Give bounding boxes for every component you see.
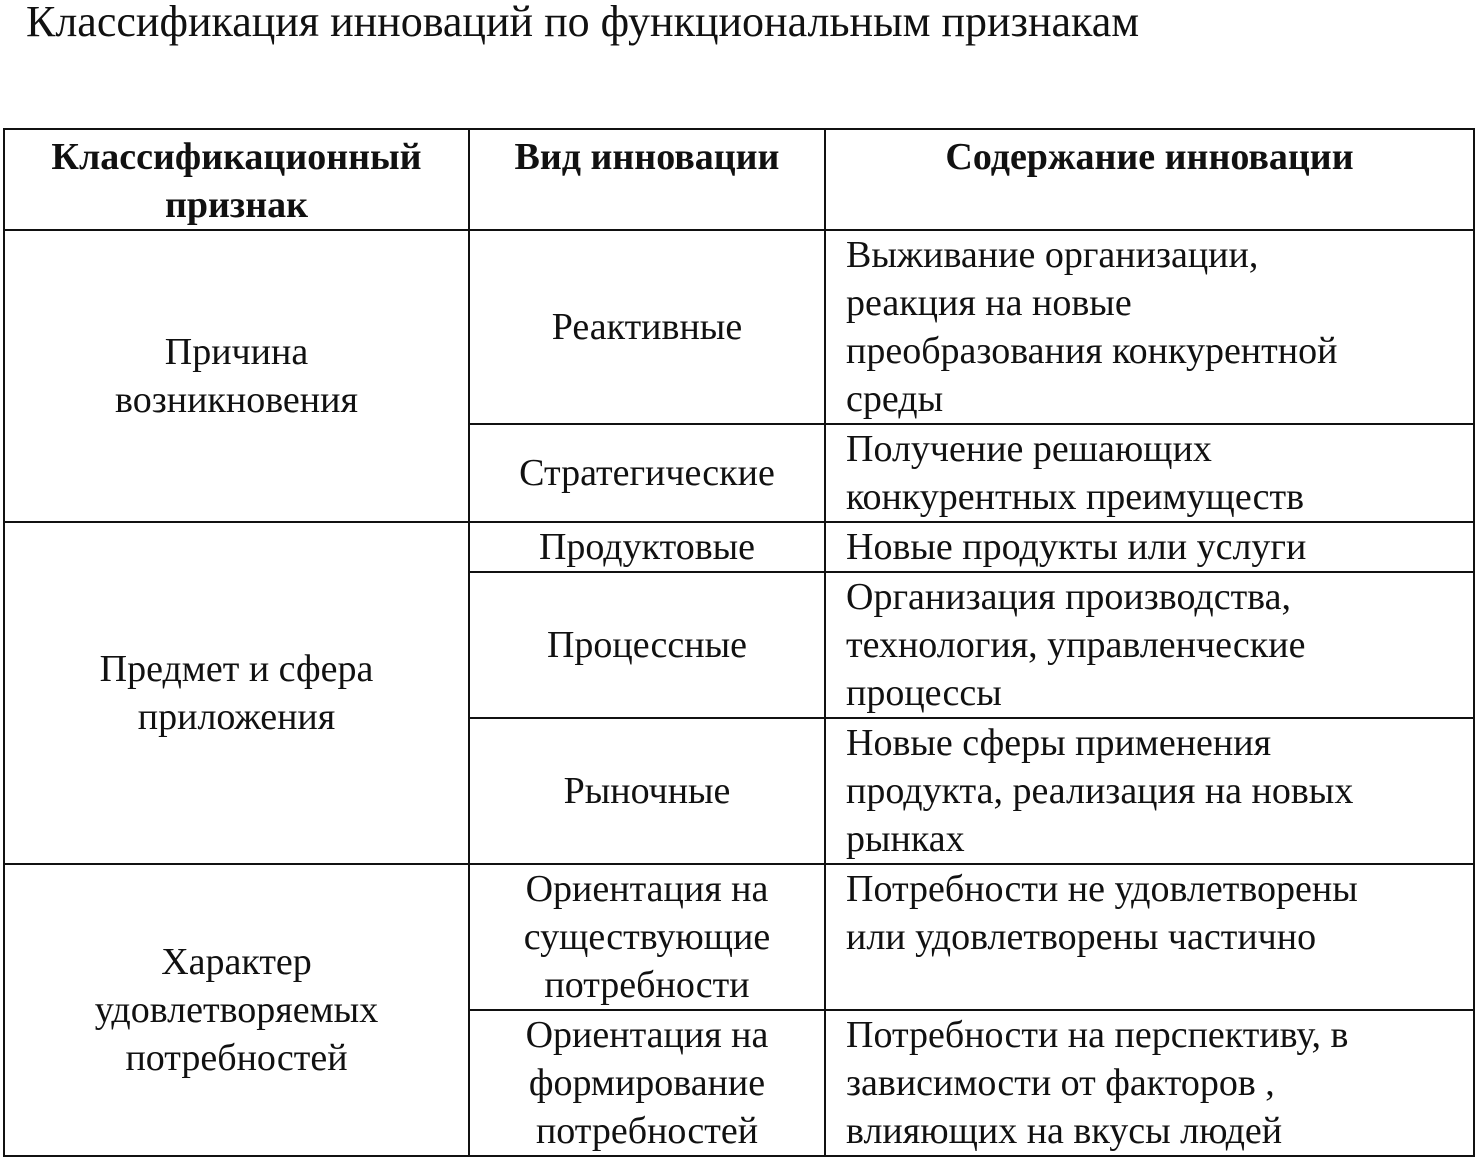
type-cell: [469, 424, 825, 522]
type-line: потребности: [544, 964, 750, 1006]
content-line: Потребности не удовлетворены: [846, 868, 1358, 910]
feature-line: Предмет и сфера: [99, 648, 374, 690]
table-row: [4, 864, 1474, 1010]
type-line: Ориентация на: [525, 868, 769, 910]
content-line: зависимости от факторов ,: [846, 1062, 1275, 1104]
table-row: [4, 522, 1474, 572]
type-cell: [469, 522, 825, 572]
content-line: Новые сферы применения: [846, 722, 1272, 764]
header-feature-line: Классификационный: [51, 136, 422, 178]
content-line: продукта, реализация на новых: [846, 770, 1354, 812]
content-line: среды: [846, 378, 944, 420]
content-cell: [825, 864, 1474, 1010]
feature-line: возникновения: [115, 379, 358, 421]
feature-cell: [4, 522, 469, 864]
type-cell: [469, 718, 825, 864]
header-type-line: Вид инновации: [514, 136, 780, 178]
content-cell: [825, 718, 1474, 864]
header-feature: [4, 129, 469, 230]
type-cell: [469, 230, 825, 424]
type-line: Рыночные: [563, 770, 731, 812]
table-row: [4, 230, 1474, 424]
content-line: Выживание организации,: [846, 234, 1259, 276]
feature-line: Характер: [161, 941, 312, 983]
content-line: или удовлетворены частично: [846, 916, 1317, 958]
header-feature-line: признак: [165, 184, 308, 226]
classification-table: [3, 128, 1475, 1157]
header-content: [825, 129, 1474, 230]
feature-cell: [4, 864, 469, 1156]
content-cell: [825, 230, 1474, 424]
page-title: Классификация инноваций по функциональным признакам: [26, 0, 1140, 46]
feature-cell: [4, 230, 469, 522]
content-cell: [825, 1010, 1474, 1156]
content-cell: [825, 572, 1474, 718]
type-cell: [469, 572, 825, 718]
type-line: Продуктовые: [538, 526, 756, 568]
content-line: Потребности на перспективу, в: [846, 1014, 1349, 1056]
type-line: Ориентация на: [525, 1014, 769, 1056]
content-line: процессы: [846, 672, 1002, 714]
type-line: Процессные: [546, 624, 748, 666]
header-row: [4, 129, 1474, 230]
content-line: Получение решающих: [846, 428, 1212, 470]
type-cell: [469, 864, 825, 1010]
content-line: Новые продукты или услуги: [846, 526, 1307, 568]
type-line: Стратегические: [519, 452, 775, 494]
content-line: влияющих на вкусы людей: [846, 1110, 1283, 1152]
content-line: технология, управленческие: [846, 624, 1306, 666]
content-line: реакция на новые: [846, 282, 1132, 324]
header-content-line: Содержание инновации: [945, 136, 1354, 178]
feature-line: приложения: [137, 696, 336, 738]
type-line: потребностей: [535, 1110, 759, 1152]
content-line: Организация производства,: [846, 576, 1291, 618]
content-cell: [825, 424, 1474, 522]
content-line: рынках: [846, 818, 965, 860]
feature-line: потребностей: [125, 1037, 348, 1079]
feature-line: удовлетворяемых: [94, 989, 379, 1031]
type-line: Реактивные: [551, 306, 743, 348]
feature-line: Причина: [164, 331, 309, 373]
header-type: [469, 129, 825, 230]
type-line: существующие: [523, 916, 771, 958]
type-line: формирование: [528, 1062, 766, 1104]
content-line: преобразования конкурентной: [846, 330, 1338, 372]
content-cell: [825, 522, 1474, 572]
content-line: конкурентных преимуществ: [846, 476, 1305, 518]
type-cell: [469, 1010, 825, 1156]
